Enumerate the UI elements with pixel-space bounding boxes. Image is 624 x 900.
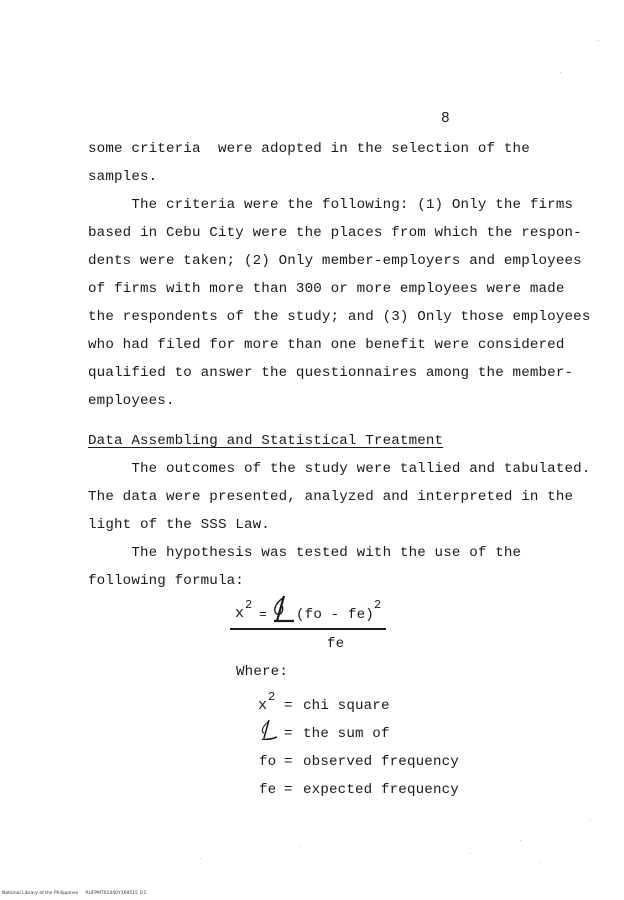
definition-equals: =	[284, 782, 293, 798]
formula-lhs-exponent: 2	[245, 598, 253, 612]
formula-denominator: fe	[327, 636, 345, 652]
fraction-bar	[230, 628, 386, 630]
text-line: The data were presented, analyzed and interpreted in the	[88, 489, 574, 505]
text-line: The criteria were the following: (1) Only the firms	[88, 197, 574, 213]
text-line: of firms with more than 300 or more employees were made	[88, 281, 565, 297]
definition-symbol: fe	[259, 782, 277, 798]
formula-equals: =	[259, 607, 267, 622]
definition-text: observed frequency	[303, 754, 459, 770]
text-line: following formula:	[88, 573, 244, 589]
definition-equals: =	[284, 754, 293, 770]
text-line: The outcomes of the study were tallied and tabulated.	[88, 461, 591, 477]
text-line: dents were taken; (2) Only member-employers and employees	[88, 253, 582, 269]
formula-numerator: (fo - fe)	[296, 607, 374, 623]
text-line: who had filed for more than one benefit were considered	[88, 337, 565, 353]
text-line: The hypothesis was tested with the use of the	[88, 545, 522, 561]
formula-numerator-exponent: 2	[374, 598, 382, 612]
page-number: 8	[441, 111, 450, 127]
text-line: some criteria were adopted in the selection of the	[88, 141, 530, 157]
definition-equals: =	[284, 698, 293, 714]
where-label: Where:	[236, 664, 288, 680]
definition-text: the sum of	[303, 726, 390, 742]
section-heading: Data Assembling and Statistical Treatment	[88, 433, 444, 449]
definition-equals: =	[284, 726, 293, 742]
text-line: employees.	[88, 393, 175, 409]
formula-lhs: x	[235, 605, 245, 622]
text-line: the respondents of the study; and (3) Only those employees	[88, 309, 591, 325]
text-line: samples.	[88, 169, 158, 185]
text-line: qualified to answer the questionnaires among the member-	[88, 365, 574, 381]
definition-text: chi square	[303, 698, 390, 714]
definition-symbol: fo	[259, 754, 277, 770]
scan-footer: National Library of the Philippines RUFPMT01440Y169515 1l1	[2, 891, 147, 896]
definition-text: expected frequency	[303, 782, 459, 798]
definition-symbol-exponent: 2	[268, 690, 276, 704]
sigma-sum-icon	[270, 594, 298, 626]
text-line: light of the SSS Law.	[88, 517, 270, 533]
definition-symbol: x	[258, 697, 268, 714]
sigma-sum-icon	[258, 718, 282, 744]
text-line: based in Cebu City were the places from which the respon-	[88, 225, 582, 241]
